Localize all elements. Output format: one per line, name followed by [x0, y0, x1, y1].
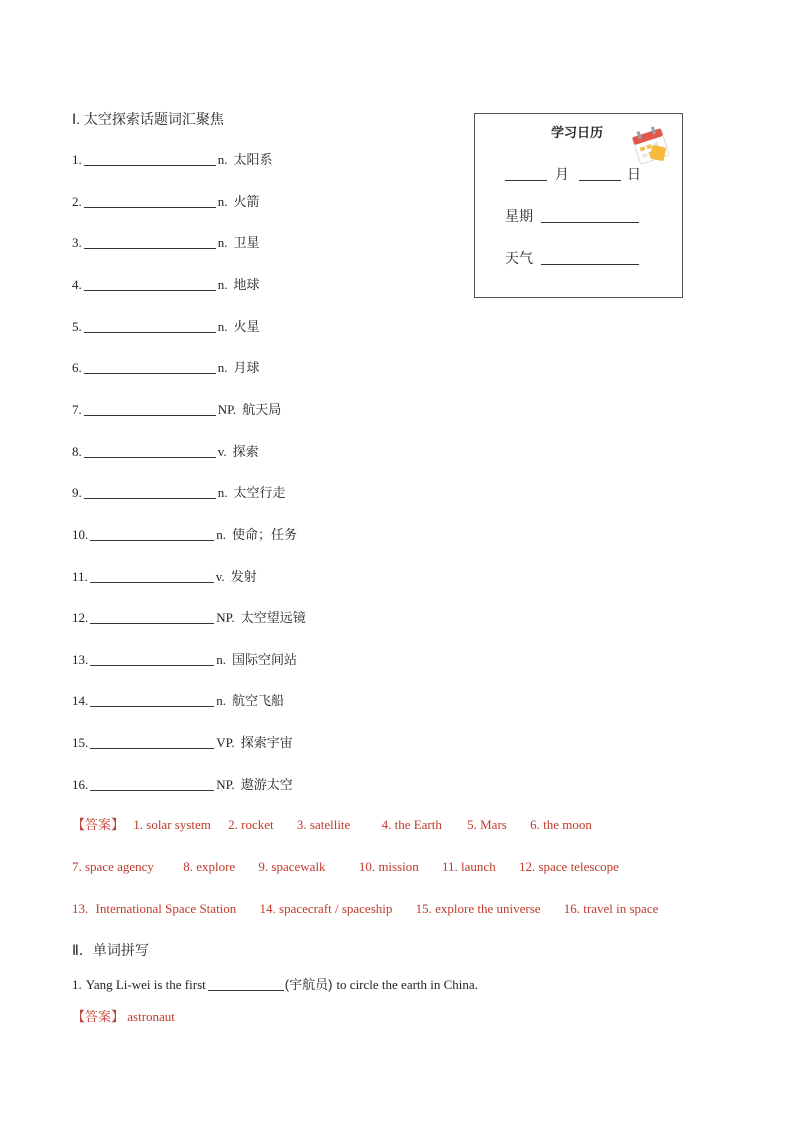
calendar-date-row — [505, 164, 641, 184]
vocab-item — [72, 443, 259, 461]
chinese-meaning: 太空望远镜 — [240, 610, 306, 626]
answer-item: 1. solar system — [133, 817, 211, 832]
question-number: 1. — [72, 977, 82, 992]
vocab-number: 14. — [72, 693, 89, 709]
chinese-meaning: 地球 — [233, 276, 260, 292]
vocab-item — [72, 276, 260, 294]
vocab-number: 4. — [72, 276, 82, 292]
part-of-speech: n. — [216, 651, 226, 667]
vocab-number: 1. — [72, 152, 82, 167]
answer-blank[interactable] — [90, 789, 214, 791]
answer-item: 8. explore — [183, 859, 236, 874]
part-of-speech: NP. — [216, 776, 235, 792]
chinese-meaning: 遨游太空 — [240, 776, 293, 792]
answer-item: International Space Station — [95, 901, 237, 916]
answer-blank[interactable] — [84, 372, 216, 374]
answer-item: 15. explore the universe — [415, 901, 541, 916]
question-text-before: Yang Li-wei is the first — [85, 977, 206, 992]
part-of-speech: v. — [215, 568, 225, 584]
study-calendar-box — [474, 113, 683, 298]
answer-blank[interactable] — [90, 747, 214, 749]
answer-item: 16. travel in space — [563, 901, 659, 916]
section-1-title: Ⅰ. 太空探索话题词汇聚焦 — [72, 111, 224, 127]
answer-item: 10. mission — [358, 859, 419, 874]
part-of-speech: VP. — [216, 735, 235, 751]
answer-item: 6. the moon — [530, 817, 592, 832]
answer-blank[interactable] — [84, 247, 216, 249]
part-of-speech: n. — [216, 526, 226, 542]
section-2-title: Ⅱ．单词拼写 — [72, 942, 149, 958]
part-of-speech: NP. — [216, 610, 235, 626]
weekday-blank[interactable] — [541, 221, 639, 223]
vocab-number: 10. — [72, 526, 89, 542]
vocab-item — [72, 692, 284, 710]
answer-blank[interactable] — [90, 705, 214, 707]
answer-blank[interactable] — [84, 164, 216, 166]
answer-blank[interactable] — [84, 289, 216, 291]
chinese-meaning: 太阳系 — [233, 152, 273, 167]
answer-line-1 — [72, 816, 592, 834]
answer-blank[interactable] — [208, 989, 284, 991]
vocab-number: 7. — [72, 401, 82, 417]
answer-item: 13. — [72, 901, 89, 916]
answer-item: 9. spacewalk — [258, 859, 326, 874]
answer-item: 14. spacecraft / spaceship — [259, 901, 393, 916]
question-hint: (宇航员) — [284, 977, 333, 992]
answer-blank[interactable] — [90, 539, 214, 541]
part-of-speech: n. — [217, 152, 228, 167]
answer-blank[interactable] — [90, 581, 214, 583]
chinese-meaning: 探索 — [232, 443, 259, 459]
vocab-number: 8. — [72, 443, 82, 459]
answer-blank[interactable] — [84, 456, 216, 458]
part-of-speech: n. — [217, 235, 228, 251]
vocab-number: 15. — [72, 735, 89, 751]
part-of-speech: n. — [217, 360, 228, 376]
chinese-meaning: 太空行走 — [233, 485, 286, 501]
part-of-speech: n. — [217, 276, 228, 292]
chinese-meaning: 发射 — [230, 568, 257, 584]
calendar-icon — [629, 122, 673, 166]
day-label: 日 — [627, 166, 641, 182]
answer-item: 12. space telescope — [518, 859, 619, 874]
answer-blank[interactable] — [84, 331, 216, 333]
answer-blank[interactable] — [84, 497, 216, 499]
answer-item: 5. Mars — [467, 817, 507, 832]
answer-item: 11. launch — [442, 859, 496, 874]
vocab-number: 16. — [72, 776, 89, 792]
month-label: 月 — [555, 166, 569, 182]
day-blank[interactable] — [579, 179, 621, 181]
answer-line-2 — [72, 858, 619, 876]
answer-tag: 【答案】 — [72, 1009, 125, 1024]
part-of-speech: n. — [216, 693, 226, 709]
answer-item: 3. satellite — [296, 817, 351, 832]
chinese-meaning: 卫星 — [233, 235, 260, 251]
vocab-item — [72, 151, 273, 169]
weather-label: 天气 — [505, 250, 533, 266]
vocab-item — [72, 734, 293, 752]
answer-line-3 — [72, 900, 658, 918]
vocab-number: 9. — [72, 485, 82, 501]
answer-blank[interactable] — [90, 664, 214, 666]
vocab-number: 3. — [72, 235, 82, 251]
vocab-number: 12. — [72, 610, 89, 626]
answer-tag: 【答案】 — [72, 817, 125, 832]
vocab-item — [72, 651, 297, 669]
answer-item: 4. the Earth — [381, 817, 442, 832]
vocab-number: 11. — [72, 568, 88, 584]
month-blank[interactable] — [505, 179, 547, 181]
vocab-item — [72, 484, 286, 502]
part-of-speech: v. — [217, 443, 227, 459]
vocab-item — [72, 776, 293, 794]
vocab-number: 13. — [72, 651, 89, 667]
vocab-item — [72, 234, 260, 252]
vocab-item — [72, 609, 306, 627]
calendar-weekday-row — [505, 206, 639, 226]
vocab-number: 6. — [72, 360, 82, 376]
answer-item: 2. rocket — [228, 817, 274, 832]
chinese-meaning: 火箭 — [233, 193, 260, 209]
chinese-meaning: 月球 — [233, 360, 260, 376]
answer-item: astronaut — [127, 1009, 175, 1024]
question-text-after: to circle the earth in China. — [336, 977, 478, 992]
spelling-question-1 — [72, 976, 478, 994]
vocab-item — [72, 526, 297, 544]
vocab-item — [72, 568, 257, 586]
chinese-meaning: 国际空间站 — [232, 651, 298, 667]
vocab-item — [72, 401, 281, 419]
vocab-number: 2. — [72, 193, 82, 209]
part-of-speech: n. — [217, 485, 228, 501]
chinese-meaning: 航空飞船 — [232, 693, 285, 709]
answer-blank[interactable] — [90, 622, 214, 624]
answer-item: 7. space agency — [72, 859, 154, 874]
answer-blank[interactable] — [84, 206, 216, 208]
calendar-title: 学习日历 — [550, 125, 603, 140]
part-of-speech: n. — [217, 193, 228, 209]
part-of-speech: NP. — [217, 401, 237, 417]
chinese-meaning: 火星 — [233, 318, 260, 334]
chinese-meaning: 使命；任务 — [232, 526, 298, 542]
answer-line-section-2 — [72, 1008, 175, 1026]
vocab-number: 5. — [72, 318, 82, 334]
chinese-meaning: 探索宇宙 — [240, 735, 293, 751]
part-of-speech: n. — [217, 318, 228, 334]
vocab-item — [72, 193, 260, 211]
vocab-item — [72, 318, 260, 336]
chinese-meaning: 航天局 — [242, 401, 282, 417]
weekday-label: 星期 — [505, 208, 533, 224]
weather-blank[interactable] — [541, 263, 639, 265]
vocab-item — [72, 359, 260, 377]
answer-blank[interactable] — [84, 414, 216, 416]
calendar-weather-row — [505, 248, 639, 268]
